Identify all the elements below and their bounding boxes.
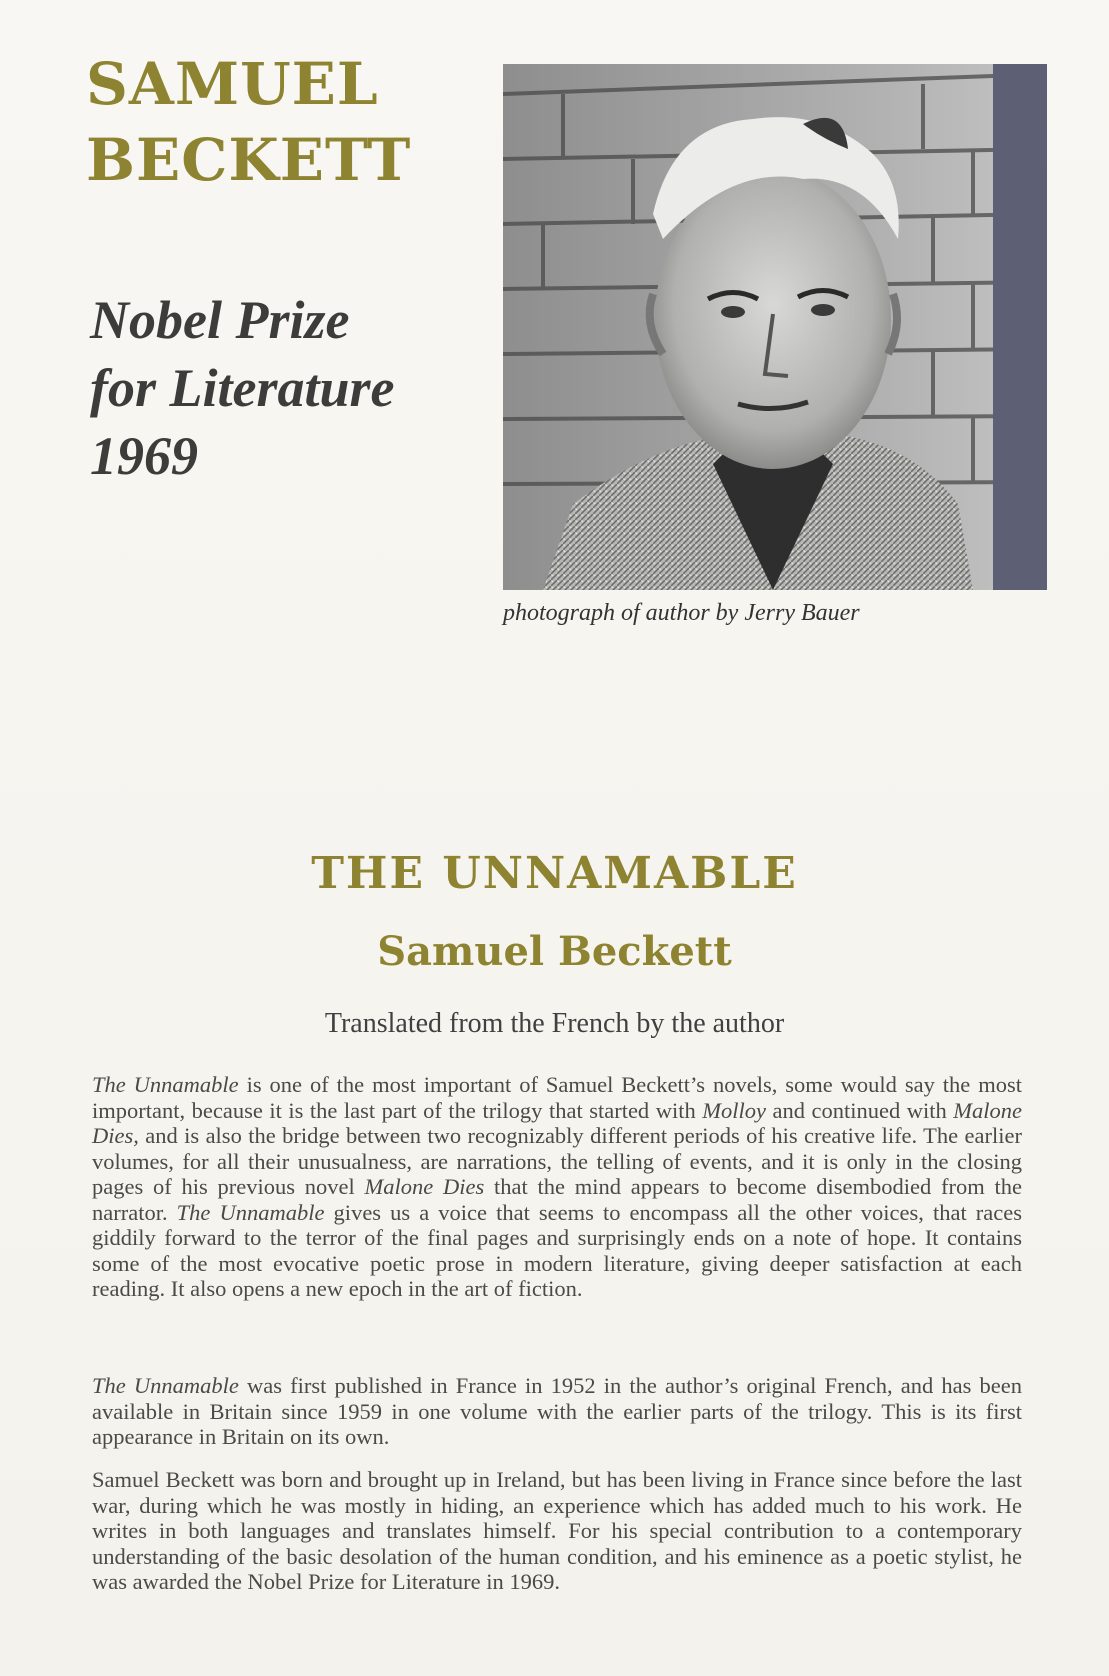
blurb-paragraph-1 (92, 1072, 1022, 1302)
book-author: Samuel Beckett (377, 928, 732, 975)
blurb-paragraph-2 (92, 1373, 1022, 1450)
italic-book-title: The Unnamable (92, 1072, 239, 1097)
author-portrait-image (503, 64, 1047, 590)
italic-book-title: Malone Dies (364, 1174, 485, 1199)
italic-book-title: The Unnamable (176, 1199, 325, 1225)
italic-book-title: Malone Dies, (92, 1097, 1022, 1148)
author-name-line1: SAMUEL (86, 50, 379, 118)
book-title: THE UNNAMABLE (311, 848, 798, 899)
author-name-heading (86, 46, 411, 198)
translator-note: Translated from the French by the author (324, 1008, 785, 1039)
blurb-text: that the mind appears to become disembodied from the narrator. (92, 1174, 1023, 1225)
blurb-text: is one of the most important of Samuel Beckett’s novels, some would say the most important, because it is the last part of the trilogy that started with (92, 1072, 1022, 1123)
blurb-text: and is also the bridge between two recognizably different periods of his creative life. The earlier volumes, for all their unusualness, are narrations, the telling of events, and it is only in the closing pages of his previous novel (92, 1123, 1022, 1199)
author-photograph (503, 64, 1047, 590)
italic-book-title: The Unnamable (92, 1373, 239, 1398)
award-heading (90, 286, 395, 490)
award-line1: Nobel Prize (90, 290, 350, 350)
photo-credit: photograph of author by Jerry Bauer (503, 600, 860, 626)
award-line2: for Literature (90, 358, 395, 418)
blurb-text: Samuel Beckett was born and brought up in Ireland, but has been living in France since before the last war, during which he was mostly in hiding, an experience which has added much to his work. He writes in both languages and translates himself. For his special contribution to a contemporary understanding of the basic desolation of the human condition, and his eminence as a poetic stylist, he was awarded the Nobel Prize for Literature in 1969. (92, 1467, 1022, 1594)
blurb-text: and continued with (765, 1097, 954, 1123)
blurb-text: gives us a voice that seems to encompass all the other voices, that races giddily forward to the terror of the final pages and surprisingly ends on a note of hope. It contains some of the most evocative poetic prose in modern literature, giving deeper satisfaction at each reading. It also opens a new epoch in the art of fiction. (92, 1199, 1022, 1301)
blurb-paragraph-3 (92, 1467, 1022, 1595)
award-line3: 1969 (90, 426, 198, 486)
author-name-line2: BECKETT (86, 126, 412, 194)
blurb-text: was first published in France in 1952 in the author’s original French, and has been available in Britain since 1959 in one volume with the earlier parts of the trilogy. This is its first appearance in Britain on its own. (92, 1373, 1022, 1449)
italic-book-title: Molloy (702, 1097, 766, 1123)
